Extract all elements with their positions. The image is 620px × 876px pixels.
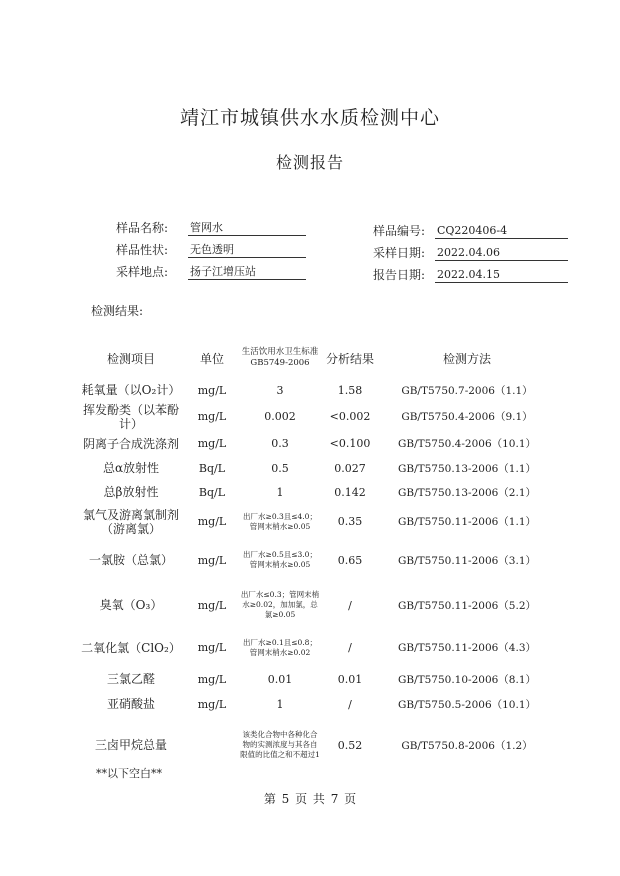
sample-nature-value: 无色透明 xyxy=(188,242,306,258)
end-note: **以下空白** xyxy=(96,767,162,780)
row-result: 0.01 xyxy=(337,672,363,686)
row-method: GB/T5750.11-2006（1.1） xyxy=(397,516,537,528)
row-unit: mg/L xyxy=(197,437,227,450)
table-row xyxy=(78,629,554,666)
row-item: 二氧化氯（ClO₂） xyxy=(81,640,181,655)
row-method: GB/T5750.10-2006（8.1） xyxy=(397,673,537,686)
header-limit: 生活饮用水卫生标准GB5749-2006 xyxy=(241,347,319,368)
row-item: 一氯胺（总氯） xyxy=(88,553,173,567)
table-row xyxy=(78,666,554,692)
row-limit: 出厂水≥0.5且≤3.0；管网末梢水≥0.05 xyxy=(243,550,317,569)
row-limit: 3 xyxy=(276,383,284,397)
org-title: 靖江市城镇供水水质检测中心 xyxy=(179,107,440,129)
row-method: GB/T5750.13-2006（1.1） xyxy=(397,462,537,475)
sample-name-label: 样品名称: xyxy=(116,221,169,235)
row-unit: Bq/L xyxy=(198,461,226,475)
row-limit: 0.01 xyxy=(267,672,293,686)
row-unit: mg/L xyxy=(197,383,227,397)
table-row xyxy=(78,692,554,716)
row-result: 0.35 xyxy=(337,515,363,528)
row-unit: mg/L xyxy=(197,641,227,654)
row-result: / xyxy=(348,598,352,612)
table-row xyxy=(78,378,554,402)
header-unit: 单位 xyxy=(199,351,224,366)
row-limit: 出厂水≥0.1且≤0.8；管网末梢水≥0.02 xyxy=(243,637,317,657)
row-item: 氯气及游离氯制剂（游离氯） xyxy=(82,507,179,536)
report-title: 检测报告 xyxy=(275,153,344,172)
row-limit: 0.3 xyxy=(271,437,289,450)
row-unit: Bq/L xyxy=(198,485,226,499)
table-row xyxy=(78,539,554,581)
table-header-row xyxy=(78,338,554,378)
row-method: GB/T5750.11-2006（3.1） xyxy=(397,554,537,567)
report-date-label: 报告日期: xyxy=(373,268,426,282)
sampling-site-label: 采样地点: xyxy=(116,265,169,279)
row-unit: mg/L xyxy=(197,410,227,423)
sampling-date-value: 2022.04.06 xyxy=(435,245,568,261)
table-row xyxy=(78,456,554,480)
row-method: GB/T5750.5-2006（10.1） xyxy=(397,698,537,711)
row-unit: mg/L xyxy=(197,553,227,567)
row-unit: mg/L xyxy=(197,598,227,612)
sample-no-value: CQ220406-4 xyxy=(435,223,568,239)
row-result: 0.142 xyxy=(334,485,366,499)
table-row xyxy=(78,504,554,539)
row-item: 阴离子合成洗涤剂 xyxy=(82,436,179,451)
row-result: 1.58 xyxy=(337,383,363,397)
row-unit xyxy=(184,716,240,774)
sample-no-label: 样品编号: xyxy=(373,224,426,238)
header-method: 检测方法 xyxy=(442,351,491,366)
row-limit: 1 xyxy=(276,485,284,499)
table-row xyxy=(78,480,554,504)
row-method: GB/T5750.11-2006（4.3） xyxy=(397,642,537,654)
row-method: GB/T5750.7-2006（1.1） xyxy=(401,384,533,397)
row-result: 0.65 xyxy=(337,553,363,567)
row-item: 耗氧量（以O₂计） xyxy=(81,383,181,397)
row-result: 0.027 xyxy=(334,461,366,475)
row-unit: mg/L xyxy=(197,672,227,686)
row-item: 臭氧（O₃） xyxy=(99,598,163,612)
row-item: 挥发酚类（以苯酚计） xyxy=(82,402,179,431)
row-limit: 0.5 xyxy=(271,461,289,475)
row-method: GB/T5750.4-2006（10.1） xyxy=(397,438,537,450)
row-result: / xyxy=(348,641,352,654)
table-row xyxy=(78,431,554,456)
row-unit: mg/L xyxy=(197,697,227,711)
row-limit: 出厂水≤0.3；管网末梢水≥0.02，加加氯，总氯≥0.05 xyxy=(240,590,320,619)
row-item: 亚硝酸盐 xyxy=(106,697,155,711)
table-row xyxy=(78,402,554,431)
report-date-value: 2022.04.15 xyxy=(435,267,568,283)
row-limit: 1 xyxy=(276,697,284,711)
sampling-date-label: 采样日期: xyxy=(373,246,426,260)
row-result: <0.100 xyxy=(329,437,371,450)
row-unit: mg/L xyxy=(197,515,227,528)
sample-name-value: 管网水 xyxy=(188,220,306,236)
row-method: GB/T5750.4-2006（9.1） xyxy=(401,411,533,423)
row-item: 总α放射性 xyxy=(102,461,160,475)
row-item: 三卤甲烷总量 xyxy=(94,738,167,752)
row-result: / xyxy=(348,697,352,711)
header-result: 分析结果 xyxy=(325,351,374,366)
row-method: GB/T5750.8-2006（1.2） xyxy=(401,739,533,752)
row-limit: 该类化合物中各种化合物的实测浓度与其各自限值的比值之和不超过1 xyxy=(240,730,320,759)
row-result: <0.002 xyxy=(329,410,371,423)
row-item: 总β放射性 xyxy=(103,485,159,499)
row-limit: 0.002 xyxy=(264,410,296,423)
row-limit: 出厂水≥0.3且≤4.0；管网末梢水≥0.05 xyxy=(243,511,317,531)
sampling-site-value: 扬子江增压站 xyxy=(188,264,306,280)
row-item: 三氯乙醛 xyxy=(106,672,155,686)
row-method: GB/T5750.13-2006（2.1） xyxy=(397,486,537,499)
row-method: GB/T5750.11-2006（5.2） xyxy=(397,599,537,612)
page-number: 第 5 页 共 7 页 xyxy=(263,792,357,806)
results-label: 检测结果: xyxy=(91,304,144,318)
header-item: 检测项目 xyxy=(106,351,155,366)
table-row xyxy=(78,581,554,629)
row-result: 0.52 xyxy=(337,738,363,752)
results-table xyxy=(78,338,554,774)
sample-nature-label: 样品性状: xyxy=(116,243,169,257)
